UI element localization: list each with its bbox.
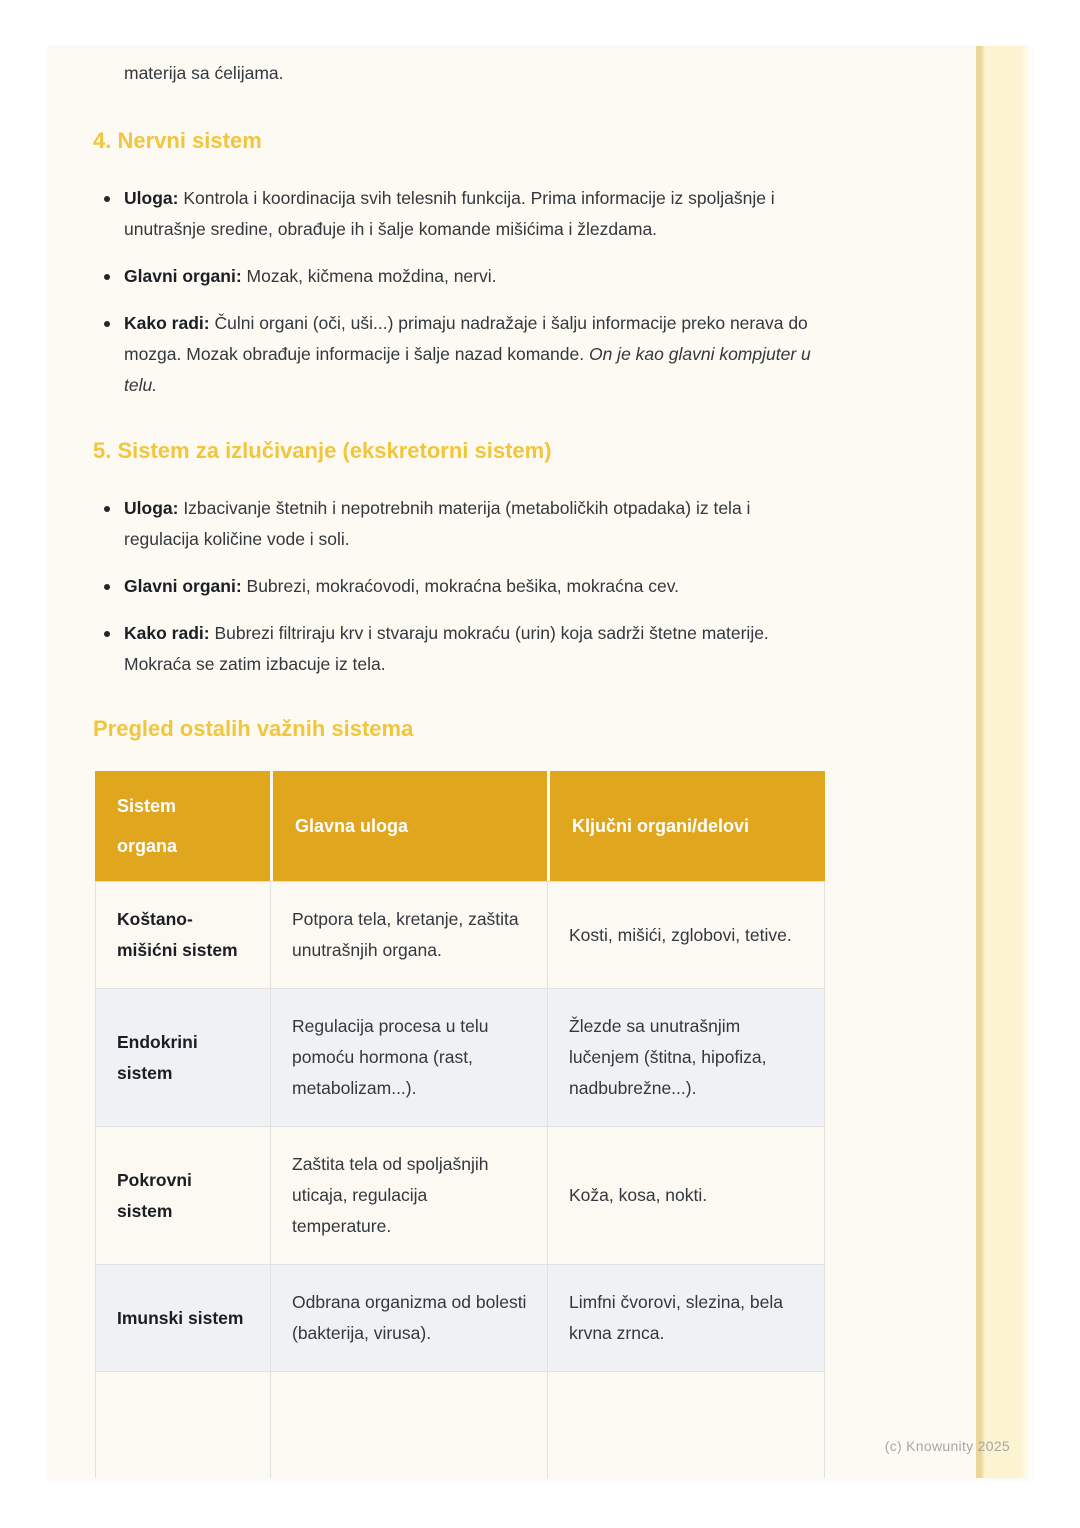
table-row <box>95 881 825 988</box>
list-item <box>124 261 814 292</box>
cell-system-name <box>95 1371 270 1478</box>
copyright-watermark: (c) Knowunity 2025 <box>884 1438 1010 1454</box>
bullet-label: Uloga: <box>124 498 184 518</box>
bullet-text: Kontrola i koordinacija svih telesnih funkcija. Prima informacije iz spoljašnje i unutrašnje sredine, obrađuje ih i šalje komande mišićima i žlezdama. <box>124 188 775 239</box>
table-row <box>95 1126 825 1264</box>
bullet-label: Kako radi: <box>124 313 215 333</box>
section-heading-nervni-sistem: 4. Nervni sistem <box>93 128 262 153</box>
section-heading-ekskretorni-sistem: 5. Sistem za izlučivanje (ekskretorni sistem) <box>93 438 552 463</box>
cell-system-name: Endokrini sistem <box>95 988 270 1126</box>
bullet-label: Glavni organi: <box>124 266 247 286</box>
list-item <box>124 308 814 401</box>
cell-role: Regulacija procesa u telu pomoću hormona (rast, metabolizam...). <box>270 988 547 1126</box>
bullet-text: Bubrezi filtriraju krv i stvaraju mokraću (urin) koja sadrži štetne materije. Mokraća se zatim izbacuje iz tela. <box>124 623 769 674</box>
cell-organs: Žlezde sa unutrašnjim lučenjem (štitna, hipofiza, nadbubrežne...). <box>547 988 825 1126</box>
table-header <box>95 771 825 881</box>
header-cell-glavna-uloga: Glavna uloga <box>270 771 547 881</box>
cell-role: Potpora tela, kretanje, zaštita unutrašnjih organa. <box>270 881 547 988</box>
cell-role <box>270 1371 547 1478</box>
bullet-text: Čulni organi (oči, uši...) primaju nadražaje i šalju informacije preko nerava do mozga. Mozak obrađuje informacije i šalje nazad komande. <box>124 313 808 364</box>
intro-paragraph-fragment: materija sa ćelijama. <box>124 63 284 83</box>
list-item <box>124 493 814 555</box>
cell-organs <box>547 1371 825 1478</box>
list-item <box>124 618 814 680</box>
bullet-label: Glavni organi: <box>124 576 247 596</box>
table-row <box>95 1264 825 1371</box>
bullet-list-section-5 <box>93 493 819 680</box>
cell-organs: Koža, kosa, nokti. <box>547 1126 825 1264</box>
right-margin-stripe <box>976 46 1032 1478</box>
bullet-text: Mozak, kičmena moždina, nervi. <box>246 266 497 286</box>
bullet-label: Kako radi: <box>124 623 215 643</box>
document-content <box>93 46 833 1478</box>
cell-organs: Kosti, mišići, zglobovi, tetive. <box>547 881 825 988</box>
header-cell-sistem-organa: Sistem organa <box>95 771 270 881</box>
bullet-text: Bubrezi, mokraćovodi, mokraćna bešika, mokraćna cev. <box>246 576 680 596</box>
overview-heading: Pregled ostalih važnih sistema <box>93 716 414 741</box>
list-item <box>124 571 814 602</box>
document-page <box>48 46 1032 1478</box>
systems-table <box>95 771 825 1478</box>
cell-organs: Limfni čvorovi, slezina, bela krvna zrnca. <box>547 1264 825 1371</box>
bullet-label: Uloga: <box>124 188 184 208</box>
cell-system-name: Pokrovni sistem <box>95 1126 270 1264</box>
cell-system-name: Koštano-mišićni sistem <box>95 881 270 988</box>
table-row-clipped <box>95 1371 825 1478</box>
cell-system-name: Imunski sistem <box>95 1264 270 1371</box>
cell-role: Odbrana organizma od bolesti (bakterija, virusa). <box>270 1264 547 1371</box>
bullet-list-section-4 <box>93 183 819 401</box>
header-cell-kljucni-organi: Ključni organi/delovi <box>547 771 825 881</box>
bullet-italic-note: On je kao glavni kompjuter u telu. <box>124 344 811 395</box>
bullet-text: Izbacivanje štetnih i nepotrebnih materija (metaboličkih otpadaka) iz tela i regulacija količine vode i soli. <box>124 498 751 549</box>
list-item <box>124 183 814 245</box>
cell-role: Zaštita tela od spoljašnjih uticaja, regulacija temperature. <box>270 1126 547 1264</box>
table-row <box>95 988 825 1126</box>
